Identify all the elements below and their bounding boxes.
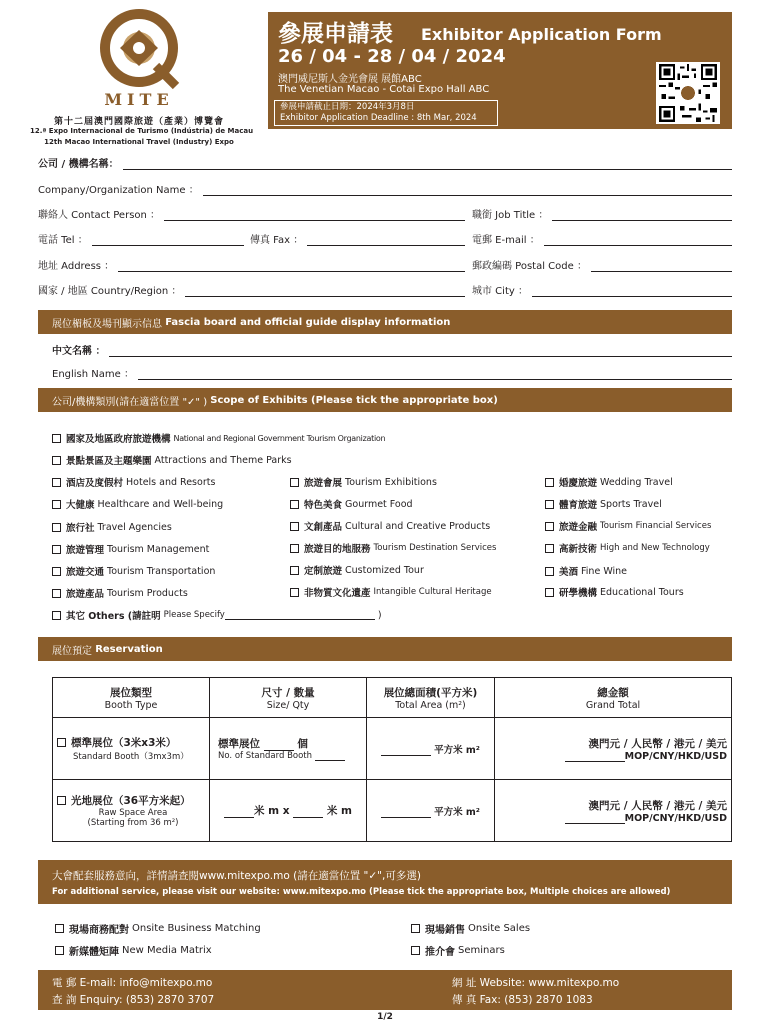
company-cn-field[interactable] [123,158,732,170]
tel-row [38,230,244,246]
services-bar-cn: 大會配套服務意向，詳情請查閱www.mitexpo.mo (請在適當位置 "✓",可多選) [52,869,421,882]
page-number: 1/2 [377,1012,393,1022]
raw-space-cell[interactable]: 光地展位（36平方米起） Raw Space Area (Starting from 36 m²) [53,780,210,842]
checkbox-icon[interactable] [545,500,554,509]
scope-checkbox-products[interactable]: 旅遊產品 Tourism Products [52,586,188,600]
job-row [472,205,732,221]
checkbox-icon[interactable] [52,589,61,598]
deadline-cn: 參展申請截止日期：2024年3月8日 [280,102,415,112]
scope-checkbox-sports[interactable]: 體育旅遊 Sports Travel [545,497,662,511]
standard-booth-qty-cell[interactable]: 標準展位 個 No. of Standard Booth [210,718,367,780]
reservation-bar-en: Reservation [95,643,163,655]
venue-cn: 澳門威尼斯人金光會展 展館ABC [278,74,422,85]
address-label: 地址 Address ： [38,261,115,272]
checkbox-icon[interactable] [57,738,66,747]
services-section-bar [38,860,732,904]
mite-logo [30,8,254,148]
scope-checkbox-gov[interactable]: 國家及地區政府旅遊機構 National and Regional Government Tourism Organization [52,431,385,445]
scope-section-bar [38,388,732,412]
checkbox-icon[interactable] [411,924,420,933]
table-row [53,718,732,780]
scope-checkbox-transportation[interactable]: 旅遊交通 Tourism Transportation [52,564,215,578]
address-row [38,256,465,272]
fax-field[interactable] [307,234,465,246]
postal-label: 郵政編碼 Postal Code ： [472,261,587,272]
checkbox-icon[interactable] [52,434,61,443]
reservation-table [52,677,732,842]
checkbox-icon[interactable] [55,924,64,933]
logo-expo-name-en: 12th Macao International Travel (Industry) Expo [44,138,234,146]
event-date: 26 / 04 - 28 / 04 / 2024 [278,46,506,67]
footer-enquiry: 查 詢 Enquiry: (853) 2870 3707 [52,994,215,1006]
scope-bar-cn: 公司/機構類別(請在適當位置 "✓" ) [52,396,208,408]
scope-checkbox-agencies[interactable]: 旅行社 Travel Agencies [52,520,172,534]
country-label: 國家 / 地區 Country/Region ： [38,286,182,297]
contact-field[interactable] [164,209,465,221]
company-cn-label: 公司 / 機構名稱： [38,159,119,170]
checkbox-icon[interactable] [290,544,299,553]
raw-space-area-cell[interactable]: 平方米 m² [367,780,495,842]
scope-checkbox-heritage[interactable]: 非物質文化遺產 Intangible Cultural Heritage [290,585,492,599]
city-row [472,281,732,297]
service-checkbox-matching[interactable]: 現場商務配對 Onsite Business Matching [55,921,261,936]
scope-checkbox-educational[interactable]: 研學機構 Educational Tours [545,585,684,599]
service-checkbox-media[interactable]: 新媒體矩陣 New Media Matrix [55,943,212,958]
standard-booth-total-cell[interactable]: 澳門元 / 人民幣 / 港元 / 美元 MOP/CNY/HKD/USD [495,718,732,780]
fascia-cn-label: 中文名稱 ： [52,346,106,357]
contact-footer [38,970,732,1010]
tel-field[interactable] [92,234,244,246]
reservation-section-bar [38,637,732,661]
postal-field[interactable] [591,260,732,272]
email-field[interactable] [544,234,732,246]
scope-checkbox-wine[interactable]: 美酒 Fine Wine [545,564,627,578]
fascia-en-field[interactable] [138,368,732,380]
footer-email: 電 郵 E-mail: info@mitexpo.mo [52,977,213,989]
scope-checkbox-management[interactable]: 旅遊管理 Tourism Management [52,542,209,556]
email-label: 電郵 E-mail ： [472,235,540,246]
scope-checkbox-hotels[interactable]: 酒店及度假村 Hotels and Resorts [52,475,215,489]
venue-en: The Venetian Macao - Cotai Expo Hall ABC [278,84,490,95]
col-booth-type: 展位類型 Booth Type [53,678,210,718]
checkbox-icon[interactable] [545,567,554,576]
checkbox-icon[interactable] [52,500,61,509]
city-label: 城市 City ： [472,286,528,297]
scope-checkbox-others[interactable]: 其它 Others (請註明 Please Specify ) [52,608,382,622]
scope-checkbox-financial[interactable]: 旅遊金融 Tourism Financial Services [545,519,711,533]
email-row [472,230,732,246]
contact-row [38,205,465,221]
form-header [268,12,732,129]
deadline-box [274,100,498,126]
job-field[interactable] [552,209,732,221]
logo-expo-name-pt: 12.ª Expo Internacional de Turismo (Indústria) de Macau [30,127,254,135]
standard-booth-cell[interactable]: 標準展位（3米x3米） Standard Booth（3mx3m） [53,718,210,780]
postal-row [472,256,732,272]
others-specify-field[interactable] [225,610,375,620]
scope-checkbox-customized[interactable]: 定制旅遊 Customized Tour [290,563,424,577]
logo-expo-name-cn: 第十二屆澳門國際旅遊（產業）博覽會 [53,117,224,127]
checkbox-icon[interactable] [290,566,299,575]
fascia-en-row [52,364,732,380]
footer-fax: 傳 真 Fax: (853) 2870 1083 [452,994,593,1006]
scope-checkbox-technology[interactable]: 高新技術 High and New Technology [545,541,710,555]
checkbox-icon[interactable] [290,522,299,531]
checkbox-icon[interactable] [52,523,61,532]
checkbox-icon[interactable] [290,588,299,597]
scope-checkbox-attractions[interactable]: 景點景區及主題樂園 Attractions and Theme Parks [52,453,292,467]
fascia-en-label: English Name ： [52,369,134,380]
scope-checkbox-destination[interactable]: 旅遊目的地服務 Tourism Destination Services [290,541,496,555]
fascia-cn-field[interactable] [109,345,732,357]
footer-website: 網 址 Website: www.mitexpo.mo [452,977,620,989]
checkbox-icon[interactable] [545,588,554,597]
reservation-bar-cn: 展位預定 [52,645,92,657]
checkbox-icon[interactable] [57,796,66,805]
address-field[interactable] [118,260,465,272]
company-cn-row [38,154,732,170]
job-label: 職銜 Job Title ： [472,210,549,221]
fascia-cn-row [52,341,732,357]
scope-bar-en: Scope of Exhibits (Please tick the appropriate box) [210,394,498,406]
checkbox-icon[interactable] [52,545,61,554]
checkbox-icon[interactable] [545,478,554,487]
fax-row [250,230,465,246]
scope-checkbox-gourmet[interactable]: 特色美食 Gourmet Food [290,497,413,511]
fascia-bar-en: Fascia board and official guide display information [165,316,451,328]
scope-checkbox-creative[interactable]: 文創產品 Cultural and Creative Products [290,519,490,533]
logo-wordmark: MITE [104,90,174,109]
fax-label: 傳真 Fax ： [250,235,304,246]
raw-space-total-cell[interactable]: 澳門元 / 人民幣 / 港元 / 美元 MOP/CNY/HKD/USD [495,780,732,842]
checkbox-icon[interactable] [545,522,554,531]
form-title-en: Exhibitor Application Form [421,25,662,44]
city-field[interactable] [532,285,732,297]
country-field[interactable] [185,285,465,297]
checkbox-icon[interactable] [290,478,299,487]
scope-checkbox-healthcare[interactable]: 大健康 Healthcare and Well-being [52,497,223,511]
checkbox-icon[interactable] [52,456,61,465]
col-grand-total: 總金額 Grand Total [495,678,732,718]
scope-checkbox-wedding[interactable]: 婚慶旅遊 Wedding Travel [545,475,673,489]
services-bar-en: For additional service, please visit our website: www.mitexpo.mo (Please tick the appropriate box, Multiple choices are allowed) [52,886,671,897]
company-en-row [38,180,732,196]
deadline-en: Exhibitor Application Deadline : 8th Mar, 2024 [280,113,477,123]
col-total-area: 展位總面積(平方米) Total Area (m²) [367,678,495,718]
contact-label: 聯絡人 Contact Person ： [38,210,161,221]
checkbox-icon[interactable] [545,544,554,553]
checkbox-icon[interactable] [52,611,61,620]
checkbox-icon[interactable] [411,946,420,955]
checkbox-icon[interactable] [52,567,61,576]
checkbox-icon[interactable] [55,946,64,955]
scope-checkbox-exhibitions[interactable]: 旅遊會展 Tourism Exhibitions [290,475,437,489]
company-en-label: Company/Organization Name ： [38,185,199,196]
country-row [38,281,465,297]
tel-label: 電話 Tel ： [38,235,88,246]
col-size-qty: 尺寸 / 數量 Size/ Qty [210,678,367,718]
fascia-bar-cn: 展位楣板及場刊顯示信息 [52,318,162,330]
qr-code-icon [656,62,720,124]
table-row [53,780,732,842]
standard-booth-area-cell[interactable]: 平方米 m² [367,718,495,780]
table-header-row [53,678,732,718]
company-en-field[interactable] [203,184,732,196]
checkbox-icon[interactable] [52,478,61,487]
mite-emblem-icon [90,8,188,90]
fascia-section-bar [38,310,732,334]
service-checkbox-seminars[interactable]: 推介會 Seminars [411,943,505,958]
service-checkbox-sales[interactable]: 現場銷售 Onsite Sales [411,921,530,936]
form-title-cn: 參展申請表 [278,21,393,47]
raw-space-size-cell[interactable]: 米 m x 米 m [210,780,367,842]
checkbox-icon[interactable] [290,500,299,509]
